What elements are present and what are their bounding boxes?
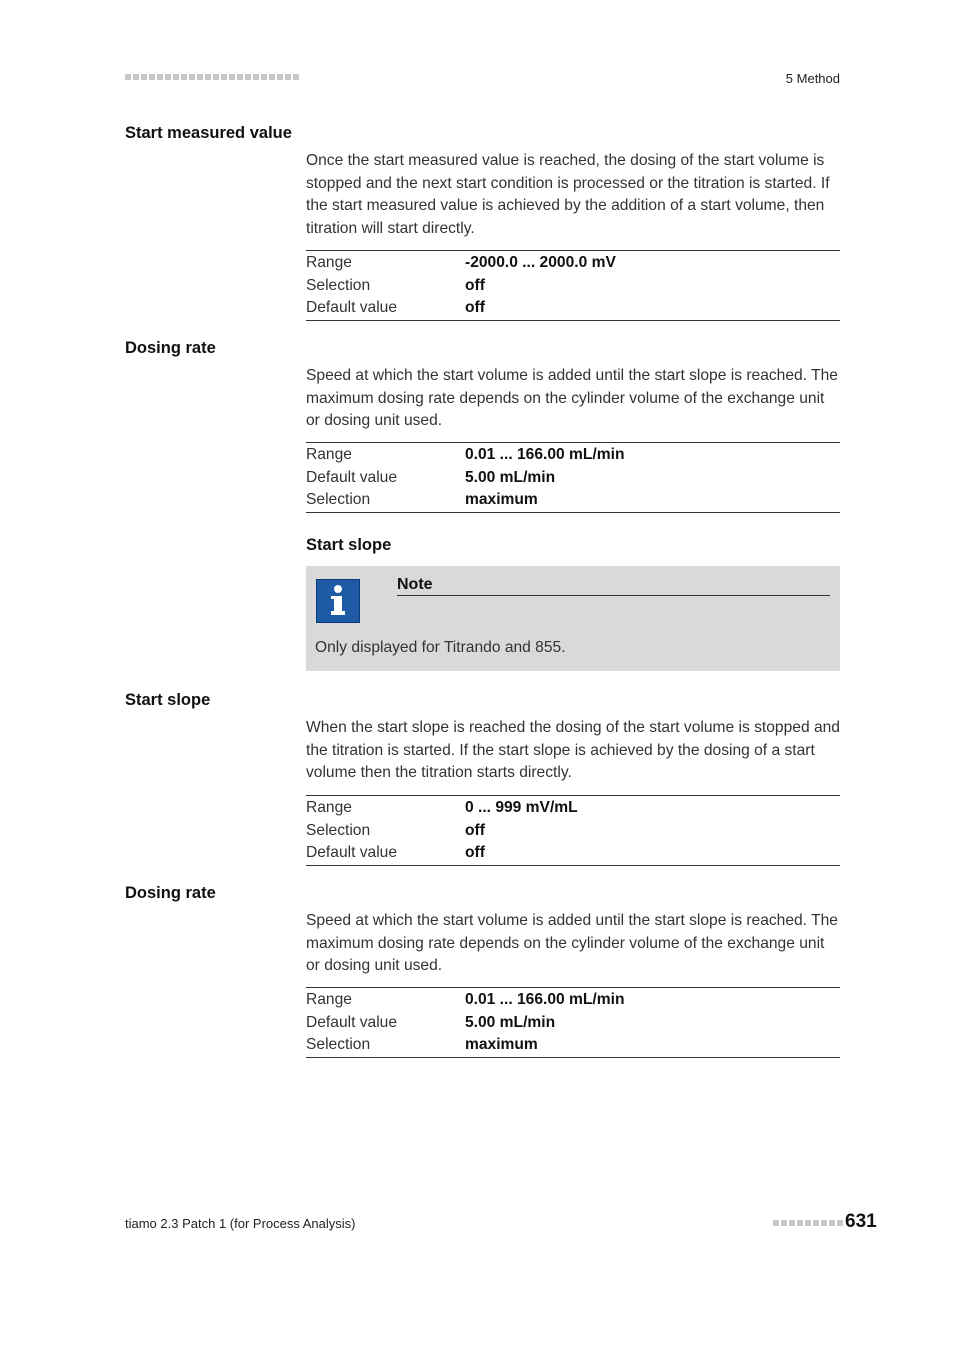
row-value: 0.01 ... 166.00 mL/min xyxy=(465,446,625,464)
section-description: Once the start measured value is reached, the dosing of the start volume is stopped and the next start condition is processed or the titration is started. If the start measured value is achieved by the addition of a start volume, then titration will start directly. xyxy=(306,152,830,237)
section-heading: Dosing rate xyxy=(125,339,216,357)
row-label: Selection xyxy=(306,276,371,294)
row-value: off xyxy=(465,844,485,862)
row-label: Range xyxy=(306,799,352,817)
table-row xyxy=(306,989,840,1012)
section-heading: Dosing rate xyxy=(125,884,216,902)
table-row xyxy=(306,489,840,512)
table-row xyxy=(306,275,840,298)
footer-product: tiamo 2.3 Patch 1 (for Process Analysis) xyxy=(125,1216,356,1231)
table-row xyxy=(306,820,840,843)
row-value: 5.00 mL/min xyxy=(465,468,556,486)
row-value: maximum xyxy=(465,1036,538,1054)
note-text: Only displayed for Titrando and 855. xyxy=(315,639,566,656)
section-description: Speed at which the start volume is added until the start slope is reached. The maximum dosing rate depends on the cylinder volume of the exchange unit or dosing unit used. xyxy=(306,912,838,974)
header-decoration xyxy=(125,74,299,80)
footer-decoration xyxy=(773,1220,843,1226)
table-row xyxy=(306,1034,840,1057)
table-row xyxy=(306,467,840,490)
row-label: Default value xyxy=(306,299,398,317)
table-row xyxy=(306,444,840,467)
table-row xyxy=(306,797,840,820)
row-value: maximum xyxy=(465,491,538,509)
note-box xyxy=(306,566,840,671)
row-label: Selection xyxy=(306,821,371,839)
table-row xyxy=(306,252,840,275)
row-value: -2000.0 ... 2000.0 mV xyxy=(465,254,616,272)
row-label: Default value xyxy=(306,1013,398,1031)
info-icon xyxy=(316,579,360,623)
section-heading: Start measured value xyxy=(125,124,292,142)
note-title: Note xyxy=(397,576,830,596)
row-value: 5.00 mL/min xyxy=(465,1013,556,1031)
row-label: Selection xyxy=(306,491,371,509)
row-label: Default value xyxy=(306,468,398,486)
row-label: Selection xyxy=(306,1036,371,1054)
parameter-table xyxy=(306,795,840,866)
section-description: When the start slope is reached the dosing of the start volume is stopped and the titration is started. If the start slope is achieved by the dosing of a start volume then the titration starts directly. xyxy=(306,719,840,781)
row-value: off xyxy=(465,276,485,294)
row-label: Range xyxy=(306,254,352,272)
row-value: 0 ... 999 mV/mL xyxy=(465,799,578,817)
table-row xyxy=(306,842,840,865)
row-value: off xyxy=(465,821,485,839)
row-label: Range xyxy=(306,991,352,1009)
parameter-table xyxy=(306,987,840,1058)
chapter-title: 5 Method xyxy=(785,71,840,86)
row-label: Default value xyxy=(306,844,398,862)
row-value: 0.01 ... 166.00 mL/min xyxy=(465,991,625,1009)
table-row xyxy=(306,1012,840,1035)
section-heading: Start slope xyxy=(125,691,211,709)
page-number: 631 xyxy=(845,1211,877,1232)
row-value: off xyxy=(465,299,485,317)
section-description: Speed at which the start volume is added until the start slope is reached. The maximum dosing rate depends on the cylinder volume of the exchange unit or dosing unit used. xyxy=(306,367,838,429)
table-row xyxy=(306,297,840,320)
parameter-table xyxy=(306,250,840,321)
row-label: Range xyxy=(306,446,352,464)
parameter-table xyxy=(306,442,840,513)
subsection-heading: Start slope xyxy=(306,536,392,554)
